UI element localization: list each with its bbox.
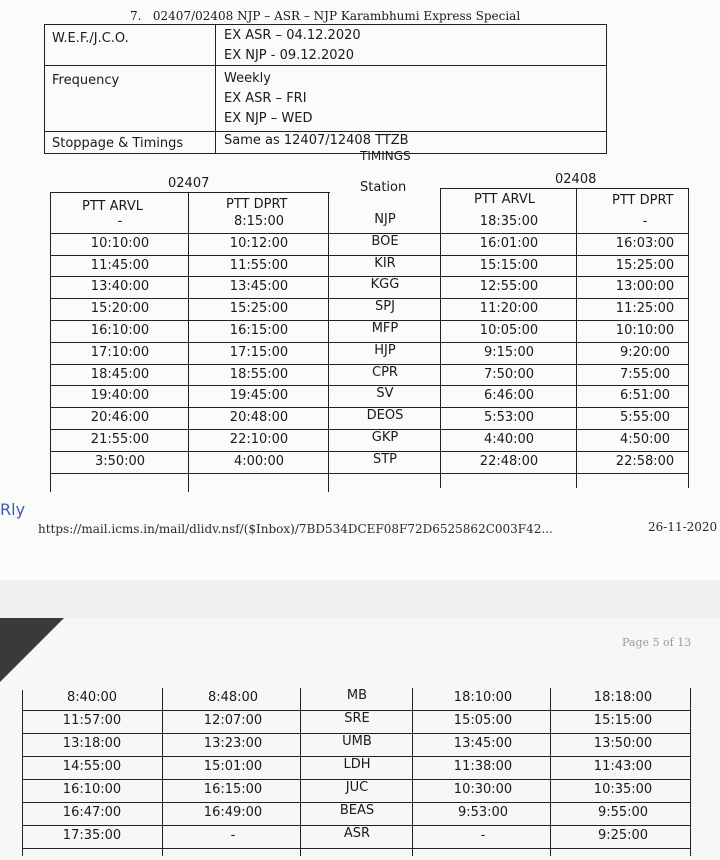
departure-left-cell: 16:49:00 [203,805,263,820]
arrival-right-cell: 6:46:00 [483,388,535,404]
station-cell: ASR [343,826,371,841]
info-label-wef: W.E.F./J.C.O. [52,31,129,46]
info-border [44,24,45,154]
arrival-left-cell: 11:45:00 [90,257,150,273]
departure-right-cell: 6:51:00 [619,388,671,404]
arrival-left-cell: 16:47:00 [62,805,122,820]
arrival-left-cell: 17:10:00 [90,344,150,360]
train-title [130,9,520,23]
info-value-njp-day: EX NJP – WED [224,111,313,126]
arrival-right-cell: 4:40:00 [483,432,535,447]
departure-right-cell: 11:25:00 [615,301,675,317]
departure-left-cell: 17:15:00 [229,344,289,360]
info-value-wef-njp: EX NJP - 09.12.2020 [224,48,355,63]
arrival-right-cell: 5:53:00 [483,410,535,426]
info-border [606,24,607,154]
train-number-right: 02408 [555,172,597,187]
table-border [690,688,691,856]
arrival-right-cell: 11:20:00 [479,301,539,317]
station-cell: MFP [371,321,399,336]
departure-right-cell: 7:55:00 [619,366,671,382]
page-gap [0,580,720,618]
departure-right-cell: 16:03:00 [615,235,675,251]
station-cell: BOE [371,233,399,249]
departure-left-cell: 11:55:00 [229,257,289,273]
departure-left-cell: 13:23:00 [203,736,263,751]
station-cell: NJP [374,212,396,227]
station-cell: DEOS [366,408,404,424]
arrival-left-cell: 8:40:00 [66,690,118,705]
print-date: 26-11-2020 [648,520,718,534]
arrival-left-cell: 11:57:00 [62,713,122,728]
departure-left-cell: 13:45:00 [229,279,289,295]
dprt-header-right: PTT DPRT [612,193,674,208]
arrival-right-cell: 9:15:00 [483,344,535,360]
departure-right-cell: 9:20:00 [619,344,671,360]
departure-left-cell: - [230,828,236,843]
departure-right-cell: 15:15:00 [593,713,653,728]
station-cell: KIR [374,255,396,271]
station-cell: JUC [345,780,369,795]
departure-right-cell: 10:10:00 [615,323,675,338]
info-label-frequency: Frequency [52,73,120,88]
station-cell: KGG [370,277,400,293]
info-border [44,24,606,25]
table-border [300,688,301,856]
arvl-header-right: PTT ARVL [474,192,535,207]
station-cell: CPR [372,364,398,380]
arrival-left-cell: 17:35:00 [62,828,122,843]
station-cell: BEAS [339,803,375,818]
departure-right-cell: 18:18:00 [593,690,653,705]
arrival-right-cell: 22:48:00 [479,453,539,469]
arrival-left-cell: 3:50:00 [94,453,146,469]
arrival-right-cell: 15:15:00 [479,257,539,273]
table-border [50,192,330,193]
info-value-stoppage: Same as 12407/12408 TTZB [224,133,409,148]
arrival-right-cell: 13:45:00 [453,736,513,751]
station-cell: MB [346,688,368,703]
info-value-frequency: Weekly [224,71,271,86]
info-border [215,24,216,154]
departure-right-cell: 5:55:00 [619,410,671,426]
departure-right-cell: 13:00:00 [615,279,675,295]
departure-left-cell: 20:48:00 [229,410,289,426]
arrival-right-cell: 7:50:00 [483,366,535,382]
arrival-right-cell: 18:35:00 [479,214,539,229]
source-url: https://mail.icms.in/mail/dlidv.nsf/($Inbox)/7BD534DCEF08F72D6525862C003F42... [38,522,553,536]
departure-left-cell: 16:15:00 [229,323,289,338]
departure-left-cell: 22:10:00 [229,432,289,447]
arrival-left-cell: 14:55:00 [62,759,122,774]
arrival-left-cell: 21:55:00 [90,432,150,447]
arrival-right-cell: - [480,828,486,843]
timings-label: TIMINGS [360,149,411,163]
table-border [440,188,688,189]
info-value-asr-day: EX ASR – FRI [224,91,307,106]
departure-left-cell: 8:15:00 [233,214,285,229]
arrival-right-cell: 10:30:00 [453,782,513,797]
arrival-left-cell: 16:10:00 [90,323,150,338]
serial-number: 7. [130,9,142,23]
arrival-right-cell: 16:01:00 [479,235,539,251]
departure-right-cell: - [642,214,648,229]
info-border [44,153,606,154]
page-number: Page 5 of 13 [622,636,692,649]
arrival-left-cell: 15:20:00 [90,301,150,317]
arrival-left-cell: 13:40:00 [90,279,150,295]
departure-right-cell: 11:43:00 [593,759,653,774]
table-border [550,688,551,856]
station-cell: GKP [371,430,399,445]
station-cell: SRE [344,711,370,726]
arrival-left-cell: - [117,214,123,229]
row-divider [50,473,688,474]
arrival-left-cell: 13:18:00 [62,736,122,751]
table-border [162,688,163,856]
departure-left-cell: 15:01:00 [203,759,263,774]
info-border [44,65,606,66]
station-cell: SPJ [375,299,395,315]
departure-right-cell: 22:58:00 [615,453,675,469]
departure-left-cell: 19:45:00 [229,388,289,404]
arrival-left-cell: 16:10:00 [62,782,122,797]
departure-left-cell: 10:12:00 [229,235,289,251]
info-label-stoppage: Stoppage & Timings [52,136,184,151]
departure-right-cell: 10:35:00 [593,782,653,797]
dprt-header-left: PTT DPRT [226,197,288,212]
arrival-left-cell: 18:45:00 [90,366,150,382]
departure-right-cell: 13:50:00 [593,736,653,751]
arrival-left-cell: 20:46:00 [90,410,150,426]
arrival-left-cell: 19:40:00 [90,388,150,404]
row-divider [22,848,690,849]
info-value-wef-asr: EX ASR – 04.12.2020 [224,28,361,43]
station-cell: HJP [374,342,396,358]
station-cell: SV [376,386,394,402]
departure-right-cell: 9:55:00 [597,805,649,820]
page-corner-shadow [0,618,64,688]
departure-right-cell: 9:25:00 [597,828,649,843]
arrival-right-cell: 15:05:00 [453,713,513,728]
station-cell: LDH [343,757,371,772]
table-border [412,688,413,856]
arrival-left-cell: 10:10:00 [90,235,150,251]
departure-left-cell: 16:15:00 [203,782,263,797]
arrival-right-cell: 18:10:00 [453,690,513,705]
departure-right-cell: 4:50:00 [619,432,671,447]
arrival-right-cell: 11:38:00 [453,759,513,774]
arrival-right-cell: 12:55:00 [479,279,539,295]
info-border [44,131,606,132]
arrival-right-cell: 9:53:00 [457,805,509,820]
station-header: Station [360,180,407,195]
departure-left-cell: 18:55:00 [229,366,289,382]
station-cell: UMB [342,734,372,749]
departure-right-cell: 15:25:00 [615,257,675,273]
train-number-left: 02407 [168,176,210,191]
station-cell: STP [372,451,398,467]
arrival-right-cell: 10:05:00 [479,323,539,338]
arvl-header-left: PTT ARVL [82,199,143,214]
departure-left-cell: 4:00:00 [233,453,285,469]
rly-watermark: Rly [0,500,26,519]
page-corner [0,618,64,688]
departure-left-cell: 12:07:00 [203,713,263,728]
departure-left-cell: 15:25:00 [229,301,289,317]
title-text: 02407/02408 NJP – ASR – NJP Karambhumi Express Special [152,9,521,23]
table-border [22,690,23,856]
departure-left-cell: 8:48:00 [207,690,259,705]
